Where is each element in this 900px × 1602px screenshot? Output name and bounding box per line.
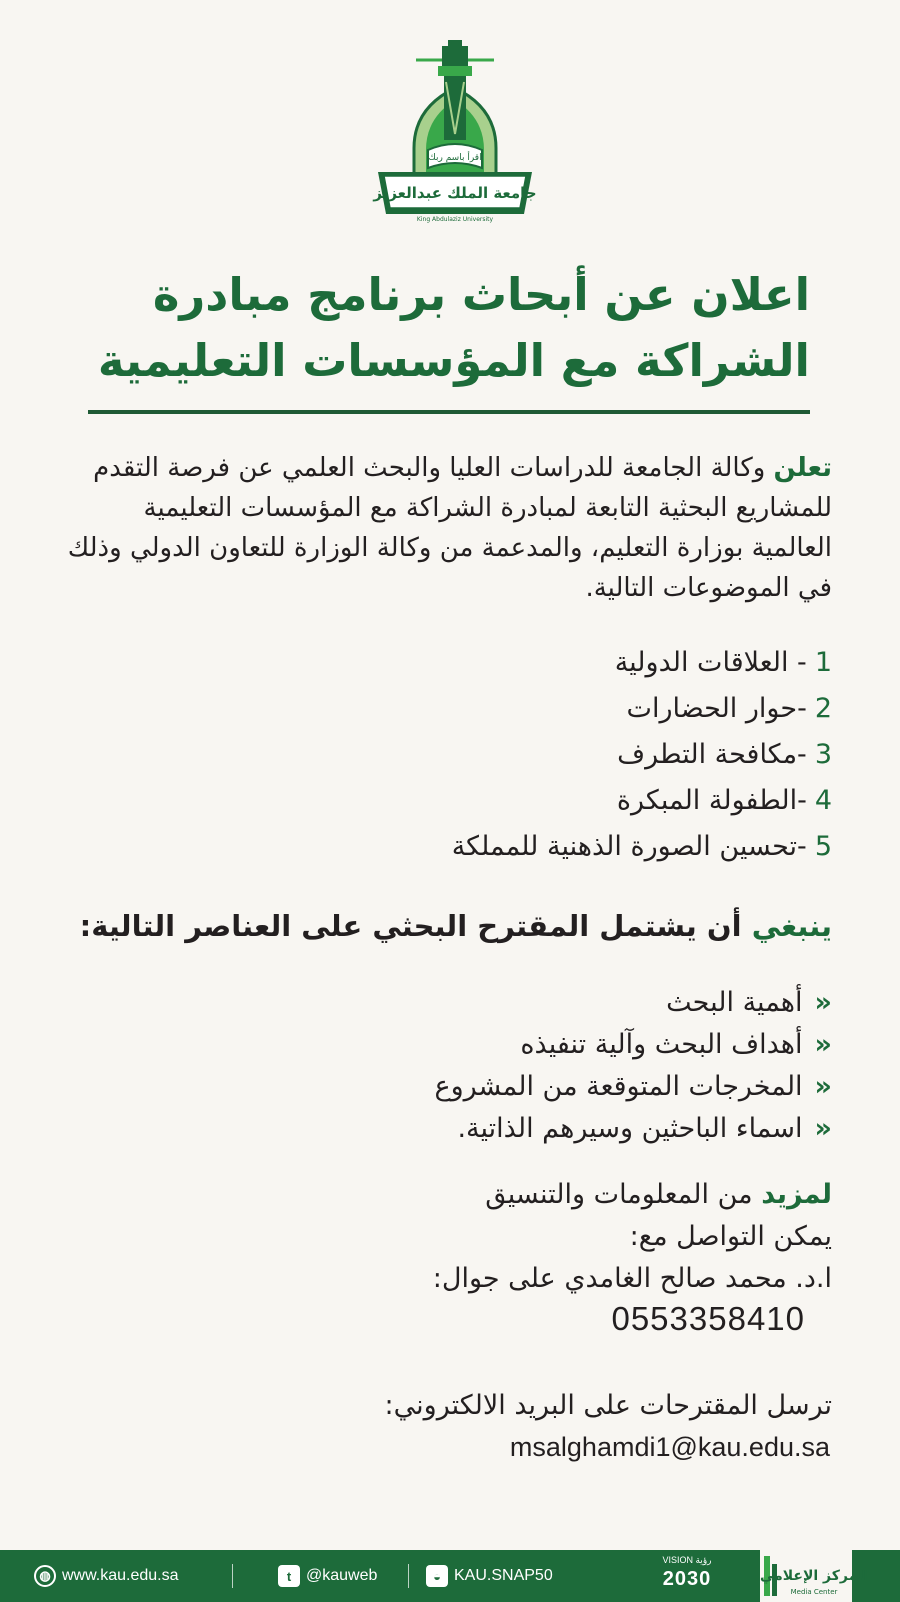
topic-text: -مكافحة التطرف [617,739,807,770]
title-line-1: اعلان عن أبحاث برنامج مبادرة [152,268,810,321]
title-divider [88,410,810,414]
element-item [132,1108,832,1150]
topic-item [132,824,832,870]
announcement-title [60,262,810,394]
vision-year: 2030 [662,1568,712,1590]
contact-block [132,1174,832,1300]
svg-text:جامعة الملك عبدالعزيز: جامعة الملك عبدالعزيز [373,184,537,202]
snapchat-handle[interactable]: KAU.SNAP50 [454,1567,553,1584]
topics-list [132,640,832,870]
svg-text:King Abdulaziz University: King Abdulaziz University [416,216,494,223]
snapchat-icon: ◒ [426,1565,448,1587]
topic-number: 4 [814,785,832,816]
topic-number: 2 [814,693,832,724]
chevron-bullet-icon: « [814,1071,832,1102]
title-line-2: الشراكة مع المؤسسات التعليمية [97,334,810,387]
footer-snapchat[interactable] [426,1550,553,1602]
more-text: من المعلومات والتنسيق [485,1179,753,1210]
elements-highlight: ينبغي [751,909,832,943]
more-highlight: لمزيد [761,1179,832,1210]
topic-item [132,640,832,686]
twitter-handle[interactable]: @kauweb [306,1567,378,1584]
phone-number[interactable]: 0553358410 [611,1300,805,1337]
element-item [132,1066,832,1108]
topic-item [132,778,832,824]
media-center-logo [759,1550,869,1602]
email-address[interactable]: msalghamdi1@kau.edu.sa [509,1432,830,1462]
website-link[interactable]: www.kau.edu.sa [62,1567,179,1584]
element-item [132,1024,832,1066]
svg-text:Media Center: Media Center [790,1588,838,1596]
footer-divider [408,1564,409,1588]
more-info-line [132,1174,832,1216]
element-text: اسماء الباحثين وسيرهم الذاتية. [457,1113,803,1144]
footer-website[interactable] [34,1550,179,1602]
svg-text:المركز الإعلامي: المركز الإعلامي [759,1568,869,1584]
footer-twitter[interactable] [278,1550,377,1602]
footer-divider [232,1564,233,1588]
vision-label: VISION رؤية [662,1555,712,1565]
globe-icon: ◍ [34,1565,56,1587]
intro-text: وكالة الجامعة للدراسات العليا والبحث العلمي عن فرصة التقدم للمشاريع البحثية التابعة لمبادرة الشراكة مع المؤسسات التعليمية العالمية بوزارة التعليم، والمدعمة من وكالة الوزارة للتعاون الدولي وذلك في الموضوعات التالية. [67,453,832,603]
contact-person: ا.د. محمد صالح الغامدي على جوال: [432,1263,832,1294]
university-logo [373,38,537,224]
elements-heading-text: أن يشتمل المقترح البحثي على العناصر التالية: [79,909,742,943]
topic-number: 1 [814,647,832,678]
topic-text: - العلاقات الدولية [614,647,807,678]
element-item [132,982,832,1024]
vision-2030-logo [650,1554,724,1598]
twitter-icon: t [278,1565,300,1587]
intro-highlight: تعلن [773,453,832,483]
email-label: ترسل المقترحات على البريد الالكتروني: [384,1390,832,1421]
topic-item [132,686,832,732]
elements-heading [60,904,832,948]
elements-list [132,982,832,1150]
topic-number: 3 [814,739,832,770]
topic-item [132,732,832,778]
contact-line: يمكن التواصل مع: [629,1221,832,1252]
chevron-bullet-icon: « [814,1029,832,1060]
element-text: أهمية البحث [666,987,803,1018]
topic-text: -حوار الحضارات [626,693,807,724]
topic-text: -الطفولة المبكرة [616,785,807,816]
element-text: أهداف البحث وآلية تنفيذه [520,1029,803,1060]
element-text: المخرجات المتوقعة من المشروع [434,1071,803,1102]
chevron-bullet-icon: « [814,1113,832,1144]
topic-text: -تحسين الصورة الذهنية للمملكة [451,831,807,862]
topic-number: 5 [814,831,832,862]
svg-text:اقرأ باسم ربك: اقرأ باسم ربك [428,153,482,163]
intro-paragraph [60,448,832,608]
chevron-bullet-icon: « [814,987,832,1018]
